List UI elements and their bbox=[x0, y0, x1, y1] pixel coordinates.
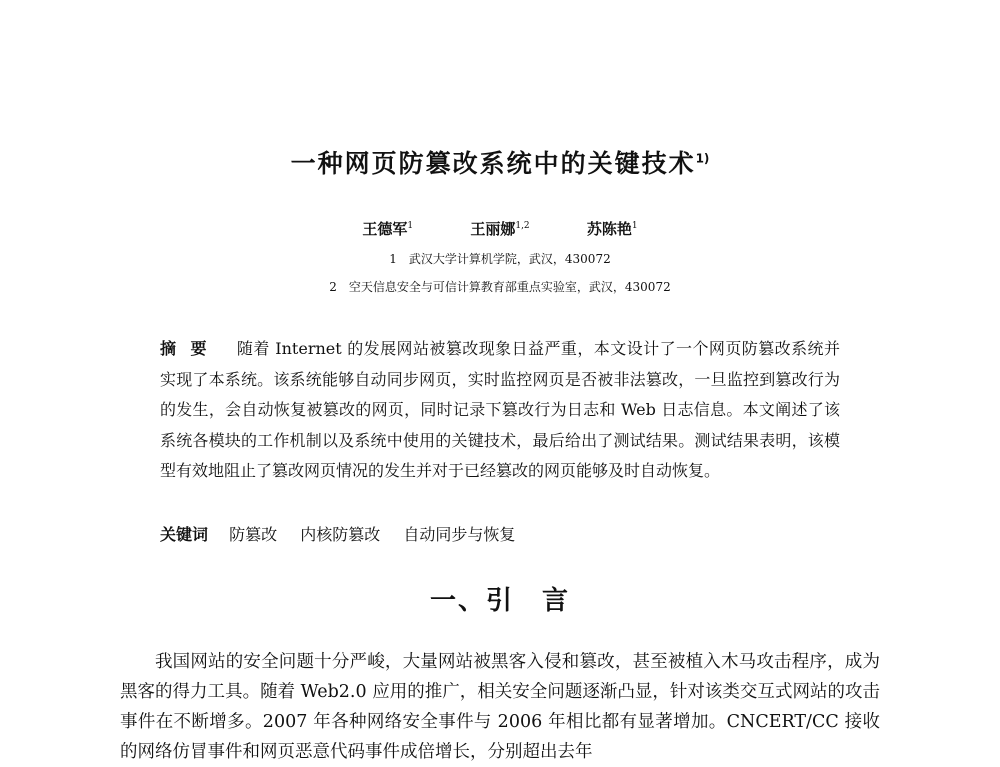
author-2: 王丽娜$^{1,2}$ bbox=[470, 220, 530, 238]
keywords-label: 关键词 bbox=[160, 525, 209, 544]
abstract-text: 随着 Internet 的发展网站被篡改现象日益严重，本文设计了一个网页防篡改系统并实现了本系统。该系统能够自动同步网页，实时监控网页是否被非法篡改，一旦监控到篡改行为的发生，会自动恢复被篡改的网页，同时记录下篡改行为日志和 Web 日志信息。本文阐述了该系统各模块的工作机制以及系统中使用的关键技术，最后给出了测试结果。测试结果表明，该模型有效地阻止了篡改网页情况的发生并对于已经篡改的网页能够及时自动恢复。 bbox=[160, 339, 840, 480]
body-paragraph: 我国网站的安全问题十分严峻，大量网站被黑客入侵和篡改，甚至被植入木马攻击程序，成为黑客的得力工具。随着 Web2.0 应用的推广，相关安全问题逐渐凸显，针对该类交互式网站的攻击事件在不断增多。2007 年各种网络安全事件与 2006 年相比都有显著增加。CNCERT/CC 接收的网络仿冒事件和网页恶意代码事件成倍增长，分别超出去年 bbox=[120, 652, 880, 762]
affiliation-2: 2 空天信息安全与可信计算教育部重点实验室，武汉，430072 bbox=[329, 280, 671, 294]
paper-title-text: 一种网页防篡改系统中的关键技术 bbox=[290, 149, 696, 178]
keyword-1: 防篡改 bbox=[229, 525, 278, 544]
affiliation-1: 1 武汉大学计算机学院，武汉，430072 bbox=[389, 252, 611, 266]
paper-title bbox=[0, 144, 1000, 180]
title-footnote-mark: 1) bbox=[695, 151, 710, 166]
author-list bbox=[0, 218, 1000, 239]
keyword-3: 自动同步与恢复 bbox=[403, 525, 516, 544]
author-1: 王德军$^1$ bbox=[362, 220, 414, 238]
keyword-2: 内核防篡改 bbox=[300, 525, 381, 544]
abstract-label: 摘要 bbox=[160, 339, 221, 358]
abstract bbox=[160, 334, 840, 487]
author-3: 苏陈艳$^1$ bbox=[586, 220, 638, 238]
keywords bbox=[160, 522, 533, 545]
section-heading: 一、引 言 bbox=[429, 586, 570, 616]
